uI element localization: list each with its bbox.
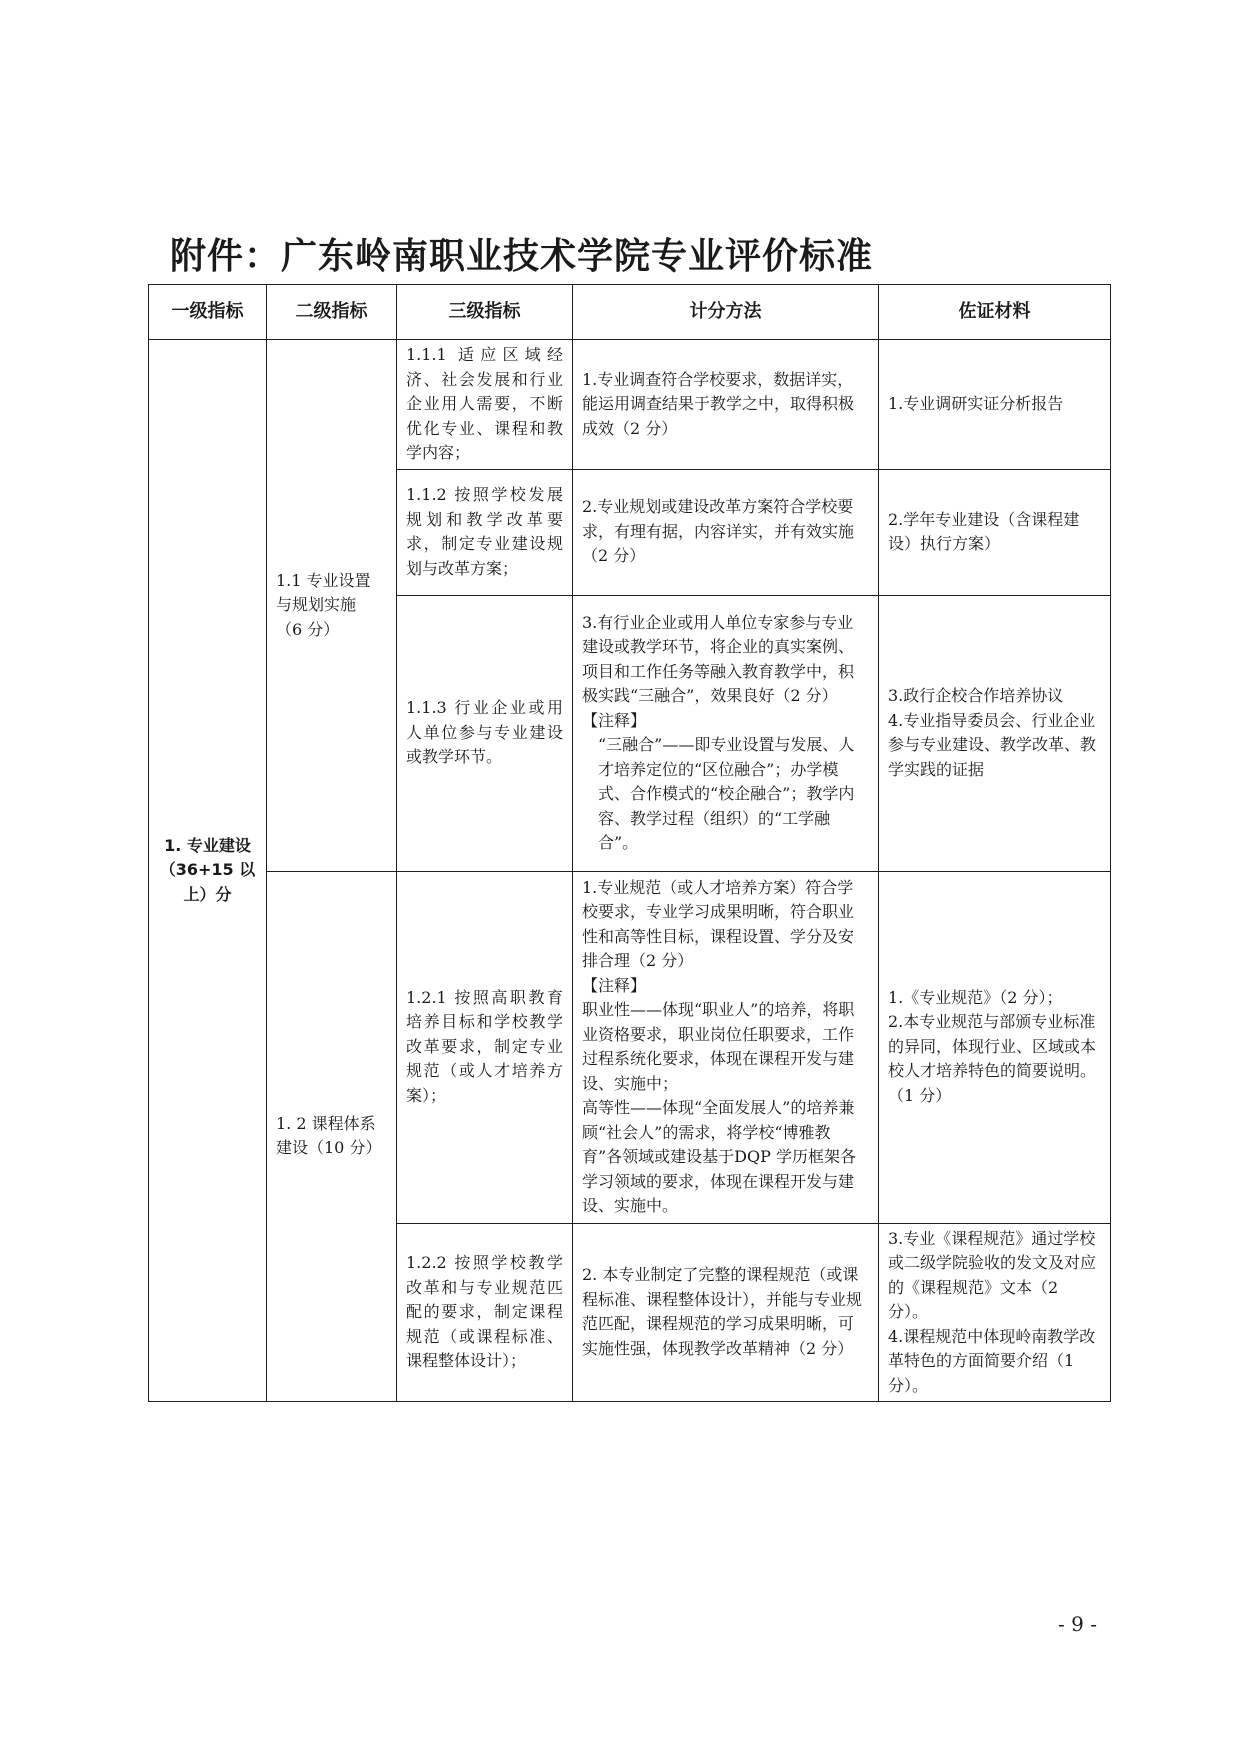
level1-cell	[149, 340, 267, 1402]
method-text: 3.有行业企业或用人单位专家参与专业建设或教学环节，将企业的真实案例、项目和工作任务等融入教育教学中，积极实践“三融合”，效果良好（2 分）	[582, 612, 855, 705]
method-cell	[573, 340, 879, 470]
method-note-heading: 【注释】	[582, 710, 647, 730]
evidence-cell	[879, 1223, 1111, 1402]
header-level3: 三级指标	[397, 285, 573, 340]
level2-cell	[267, 871, 397, 1402]
level2-line: 1.1 专业设置	[276, 570, 371, 590]
table-header-row	[149, 285, 1111, 340]
header-evidence: 佐证材料	[879, 285, 1111, 340]
header-method: 计分方法	[573, 285, 879, 340]
level3-cell: 1.1.2 按照学校发展规划和教学改革要求，制定专业建设规划与改革方案；	[397, 469, 573, 595]
method-note-heading: 【注释】	[582, 975, 647, 995]
method-text: 2. 本专业制定了完整的课程规范（或课程标准、课程整体设计），并能与专业规范匹配，课程规范的学习成果明晰，可实施性强，体现教学改革精神（2 分）	[582, 1265, 863, 1358]
evaluation-table	[148, 284, 1111, 1402]
evidence-cell	[879, 595, 1111, 871]
method-cell	[573, 595, 879, 871]
method-note-text: “三融合”——即专业设置与发展、人才培养定位的“区位融合”；办学模式、合作模式的“校企融合”；教学内容、教学过程（组织）的“工学融合”。	[598, 735, 855, 852]
level3-cell: 1.2.2 按照学校教学改革和与专业规范匹配的要求，制定课程规范（或课程标准、课程整体设计）；	[397, 1223, 573, 1402]
evidence-text: 4.专业指导委员会、行业企业参与专业建设、教学改革、教学实践的证据	[888, 710, 1097, 779]
table-row	[149, 340, 1111, 470]
level2-line: 与规划实施	[276, 595, 357, 614]
level2-cell	[267, 340, 397, 872]
method-note-text: 高等性——体现“全面发展人”的培养兼顾“社会人”的需求，将学校“博雅教育”各领域或建设基于DQP 学历框架各学习领域的要求，体现在课程开发与建设、实施中。	[582, 1098, 856, 1215]
header-level1: 一级指标	[149, 285, 267, 340]
evidence-text: 2.学年专业建设（含课程建设）执行方案）	[888, 509, 1080, 553]
evidence-text: 2.本专业规范与部颁专业标准的异同，体现行业、区域或本校人才培养特色的简要说明。（1 分）	[888, 1012, 1097, 1105]
method-cell	[573, 871, 879, 1223]
level3-cell: 1.2.1 按照高职教育培养目标和学校教学改革要求，制定专业规范（或人才培养方案）；	[397, 871, 573, 1223]
evidence-cell	[879, 469, 1111, 595]
level1-line: 上）分	[183, 884, 232, 904]
header-level2: 二级指标	[267, 285, 397, 340]
method-text: 2.专业规划或建设改革方案符合学校要求，有理有据，内容详实，并有效实施（2 分）	[582, 497, 855, 566]
evidence-text: 3.专业《课程规范》通过学校或二级学院验收的发文及对应的《课程规范》文本（2 分）。	[888, 1228, 1097, 1321]
evidence-cell	[879, 871, 1111, 1223]
method-text: 1.专业调查符合学校要求，数据详实，能运用调查结果于教学之中，取得积极成效（2 分）	[582, 369, 855, 438]
level3-cell: 1.1.3 行业企业或用人单位参与专业建设或教学环节。	[397, 595, 573, 871]
method-cell	[573, 469, 879, 595]
evidence-cell	[879, 340, 1111, 470]
evidence-text: 1.《专业规范》（2 分）；	[888, 987, 1063, 1007]
evidence-text: 3.政行企校合作培养协议	[888, 686, 1064, 705]
evidence-text: 1.专业调研实证分析报告	[888, 394, 1064, 413]
level1-line: 1. 专业建设	[164, 835, 251, 855]
level2-line: （6 分）	[276, 619, 340, 639]
level3-cell: 1.1.1 适应区域经济、社会发展和行业企业用人需要，不断优化专业、课程和教学内容；	[397, 340, 573, 470]
page-number: - 9 -	[1058, 1612, 1097, 1636]
level1-line: （36+15 以	[159, 860, 256, 880]
page-title: 附件：广东岭南职业技术学院专业评价标准	[170, 236, 874, 277]
table-row	[149, 871, 1111, 1223]
method-note-text: 职业性——体现“职业人”的培养，将职业资格要求，职业岗位任职要求，工作过程系统化要求，体现在课程开发与建设、实施中；	[582, 1000, 855, 1093]
evidence-text: 4.课程规范中体现岭南教学改革特色的方面简要介绍（1 分）。	[888, 1326, 1096, 1395]
level2-line: 1. 2 课程体系	[276, 1113, 376, 1133]
method-text: 1.专业规范（或人才培养方案）符合学校要求，专业学习成果明晰，符合职业性和高等性目标，课程设置、学分及安排合理（2 分）	[582, 877, 855, 970]
level2-line: 建设（10 分）	[276, 1138, 382, 1158]
method-cell	[573, 1223, 879, 1402]
